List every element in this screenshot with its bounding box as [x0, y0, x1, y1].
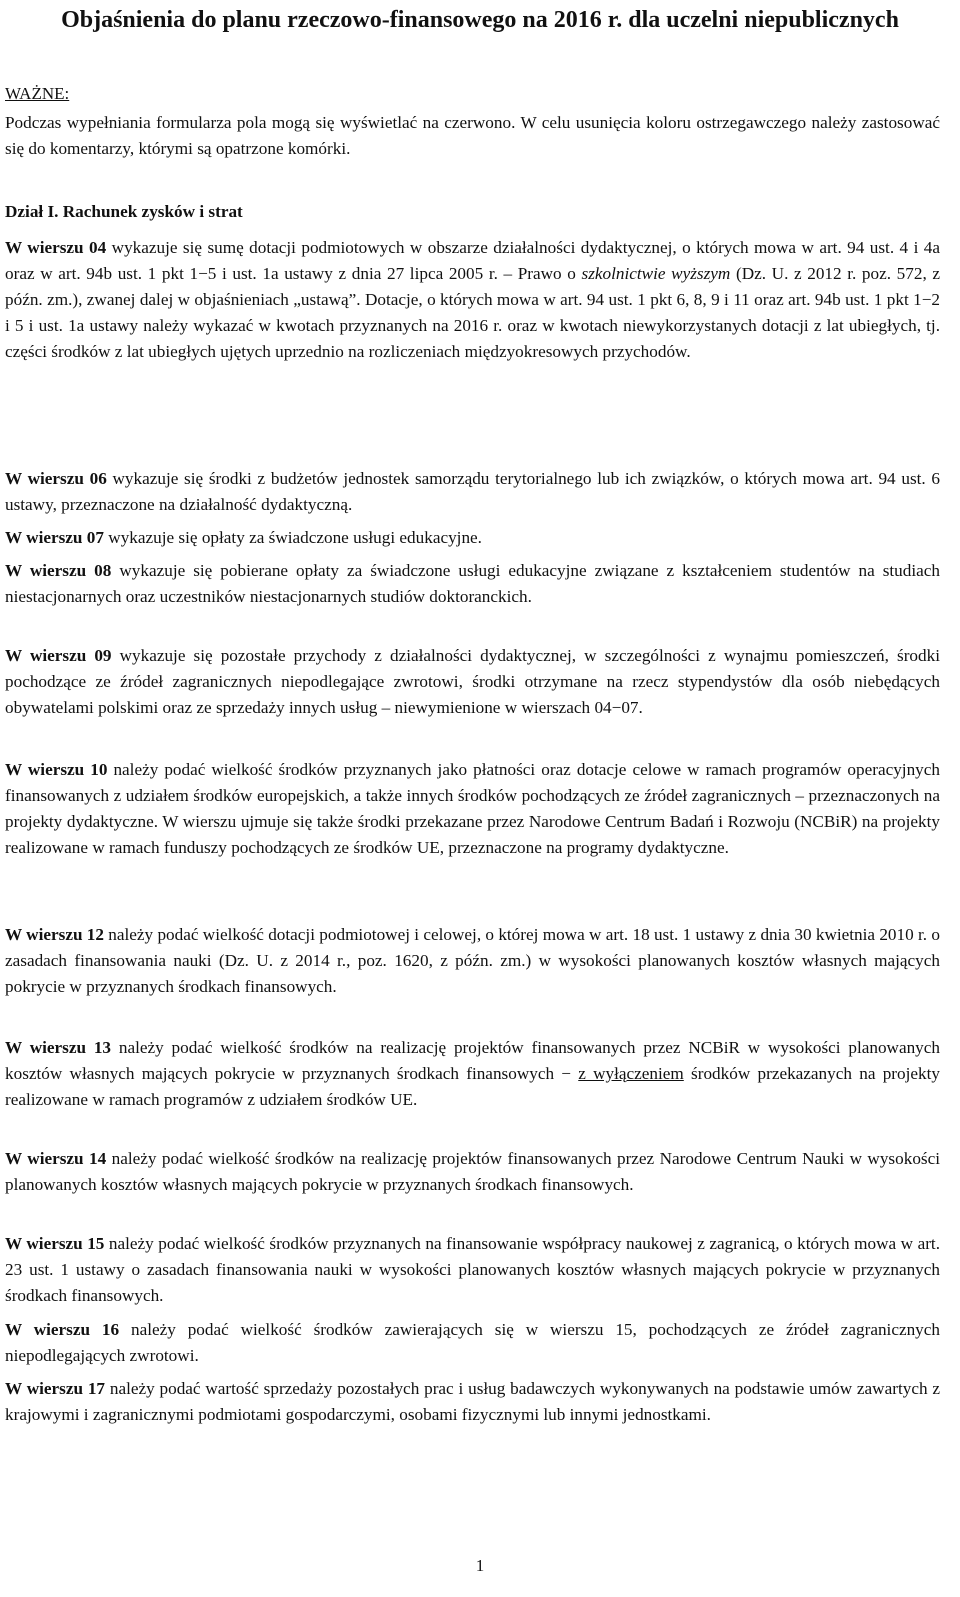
row-label: W wierszu 06	[5, 469, 107, 488]
paragraph-row-13	[5, 1035, 940, 1113]
paragraph-text: należy podać wielkość środków na realizację projektów finansowanych przez NCBiR w wysokości planowanych kosztów własnych mających pokrycie w przyznanych środkach finansowych −	[5, 1038, 940, 1083]
paragraph-underlined-text: z wyłączeniem	[578, 1064, 684, 1083]
row-label: W wierszu 09	[5, 646, 112, 665]
paragraph-text: należy podać wielkość środków na realizację projektów finansowanych przez Narodowe Centrum Nauki w wysokości planowanych kosztów własnych mających pokrycie w przyznanych środkach finansowych.	[5, 1149, 940, 1194]
paragraph-italic-text: szkolnictwie wyższym	[581, 264, 731, 283]
paragraph-text: należy podać wielkość środków zawierających się w wierszu 15, pochodzących ze źródeł zagranicznych niepodlegających zwrotowi.	[5, 1320, 941, 1365]
row-label: W wierszu 15	[5, 1234, 105, 1253]
row-label: W wierszu 17	[5, 1379, 106, 1398]
paragraph-row-12	[5, 922, 940, 1000]
paragraph-row-06	[5, 466, 940, 518]
row-label: W wierszu 16	[5, 1320, 120, 1339]
paragraph-text: wykazuje się środki z budżetów jednostek samorządu terytorialnego lub ich związków, o których mowa art. 94 ust. 6 ustawy, przeznaczone na działalność dydaktyczną.	[5, 469, 940, 514]
paragraph-text: należy podać wielkość środków przyznanych jako płatności oraz dotacje celowe w ramach programów operacyjnych finansowanych z udziałem środków europejskich, a także innych środków pochodzących ze źródeł zagranicznych – przeznaczonych na projekty dydaktyczne. W wierszu ujmuje się także środki przekazane przez Narodowe Centrum Badań i Rozwoju (NCBiR) na projekty realizowane w ramach funduszy pochodzących ze środków UE, przeznaczone na programy dydaktyczne.	[5, 760, 940, 857]
paragraph-text: wykazuje się sumę dotacji podmiotowych w obszarze działalności dydaktycznej, o których mowa w art. 94 ust. 4 i 4a oraz w art. 94b ust. 1 pkt 1−5 i ust. 1a ustawy z dnia 27 lipca 2005 r. – Prawo o	[5, 238, 940, 283]
paragraph-row-14	[5, 1146, 940, 1198]
paragraph-text: wykazuje się pobierane opłaty za świadczone usługi edukacyjne związane z kształceniem studentów na studiach niestacjonarnych oraz uczestników niestacjonarnych studiów doktoranckich.	[5, 561, 940, 606]
paragraph-row-08	[5, 558, 940, 610]
row-label: W wierszu 12	[5, 925, 104, 944]
paragraph-text: należy podać wartość sprzedaży pozostałych prac i usług badawczych wykonywanych na podstawie umów zawartych z krajowymi i zagranicznymi podmiotami gospodarczymi, osobami fizycznymi lub innymi jednostkami.	[5, 1379, 940, 1424]
page-number: 1	[475, 1556, 485, 1575]
paragraph-row-09	[5, 643, 940, 721]
row-label: W wierszu 10	[5, 760, 108, 779]
row-label: W wierszu 13	[5, 1038, 112, 1057]
paragraph-row-10	[5, 757, 940, 861]
important-label: WAŻNE:	[5, 84, 70, 103]
row-label: W wierszu 08	[5, 561, 112, 580]
paragraph-text: (Dz. U. z 2012 r. poz. 572, z późn. zm.), zwanej dalej w objaśnieniach „ustawą”. Dotacje, o których mowa w art. 94 ust. 1 pkt 6, 8, 9 i 11 oraz art. 94b ust. 1 pkt 1−2 i 5 i ust. 1a ustawy należy wykazać w kwotach przyznanych na 2016 r. oraz w kwotach niewykorzystanych dotacji z lat ubiegłych, tj. części środków z lat ubiegłych ujętych uprzednio na rozliczeniach międzyokresowych przychodów.	[5, 264, 941, 361]
section-heading: Dział I. Rachunek zysków i strat	[5, 202, 243, 221]
row-label: W wierszu 14	[5, 1149, 107, 1168]
paragraph-row-07	[5, 525, 940, 551]
paragraph-text: należy podać wielkość środków przyznanych na finansowanie współpracy naukowej z zagranicą, o których mowa w art. 23 ust. 1 ustawy o zasadach finansowania nauki w wysokości planowanych kosztów własnych mających pokrycie w przyznanych środkach finansowych.	[5, 1234, 940, 1305]
paragraph-text: wykazuje się pozostałe przychody z działalności dydaktycznej, w szczególności z wynajmu pomieszczeń, środki pochodzące ze źródeł zagranicznych niepodlegające zwrotowi, środki otrzymane na rzecz stypendystów dla osób niebędących obywatelami polskimi oraz ze sprzedaży innych usług – niewymienione w wierszach 04−07.	[5, 646, 940, 717]
row-label: W wierszu 07	[5, 528, 104, 547]
document-title: Objaśnienia do planu rzeczowo-finansowego na 2016 r. dla uczelni niepublicznych	[61, 7, 899, 33]
paragraph-text: wykazuje się opłaty za świadczone usługi edukacyjne.	[103, 528, 482, 547]
paragraph-row-15	[5, 1231, 940, 1309]
paragraph-row-16	[5, 1317, 940, 1369]
paragraph-text: środków przekazanych na projekty realizowane w ramach programów z udziałem środków UE.	[5, 1064, 940, 1109]
paragraph-row-17	[5, 1376, 940, 1428]
paragraph-row-04	[5, 235, 940, 365]
paragraph-text: należy podać wielkość dotacji podmiotowej i celowej, o której mowa w art. 18 ust. 1 ustawy z dnia 30 kwietnia 2010 r. o zasadach finansowania nauki (Dz. U. z 2014 r., poz. 1620, z późn. zm.) w wysokości planowanych kosztów własnych mających pokrycie w przyznanych środkach finansowych.	[5, 925, 940, 996]
important-notice: Podczas wypełniania formularza pola mogą się wyświetlać na czerwono. W celu usunięcia koloru ostrzegawczego należy zastosować się do komentarzy, którymi są opatrzone komórki.	[5, 113, 940, 158]
row-label: W wierszu 04	[5, 238, 107, 257]
